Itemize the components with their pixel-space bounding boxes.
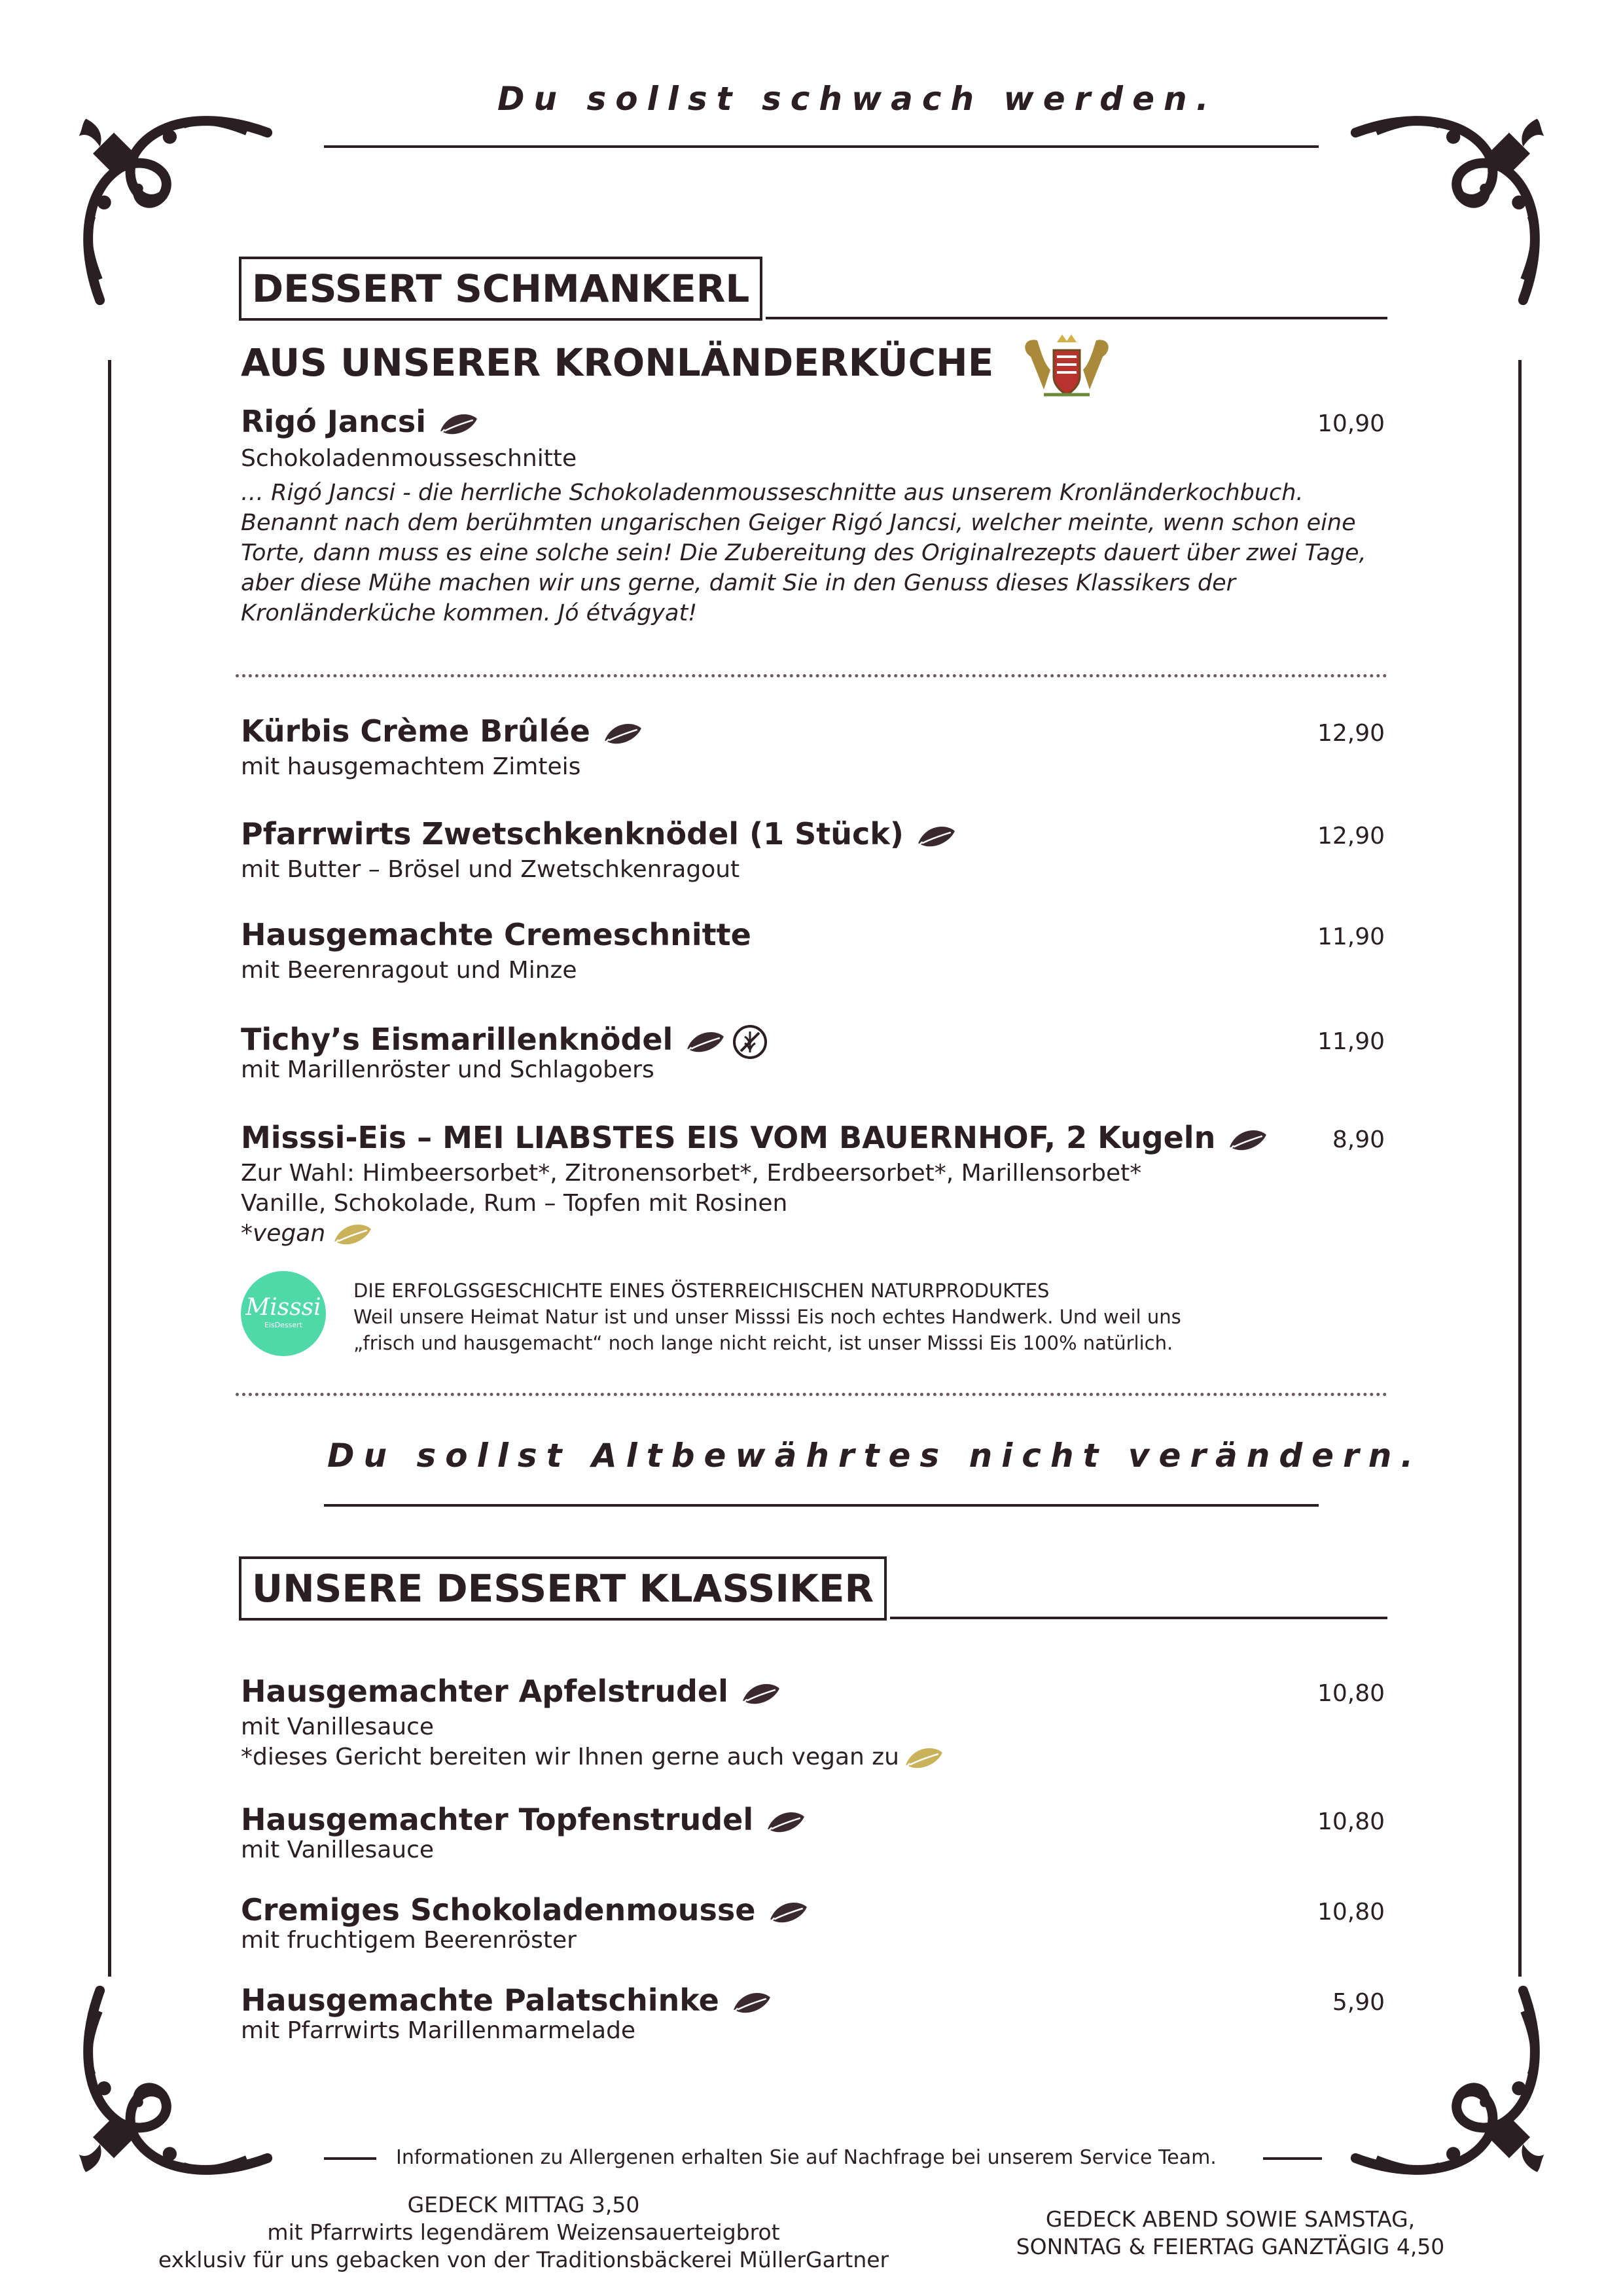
misssi-logo-text: Misssi xyxy=(245,1294,321,1321)
item-description: mit Butter – Brösel und Zwetschkenragout xyxy=(241,856,740,883)
vegan-note-text: *dieses Gericht bereiten wir Ihnen gerne auch vegan zu xyxy=(241,1744,899,1770)
motto-rule xyxy=(324,1504,1319,1507)
vegan-leaf-icon xyxy=(332,1221,372,1248)
item-name: Hausgemachter Apfelstrudel xyxy=(241,1674,728,1709)
menu-item xyxy=(241,710,1385,782)
item-description: mit Vanillesauce xyxy=(241,1837,435,1863)
item-name: Pfarrwirts Zwetschkenknödel (1 Stück) xyxy=(241,816,904,852)
misssi-line: „frisch und hausgemacht“ noch lange nicht reicht, ist unser Misssi Eis 100% natürlich. xyxy=(353,1332,1173,1354)
menu-item xyxy=(241,1799,1385,1865)
item-price: 10,80 xyxy=(1317,1808,1385,1835)
dotted-divider xyxy=(236,1393,1387,1396)
menu-item xyxy=(241,1979,1385,2046)
cover-charge-title: GEDECK MITTAG 3,50 xyxy=(407,2192,640,2217)
story-line: Torte, dann muss es eine solche sein! Die Zubereitung des Originalrezepts dauert über zwei Tage, xyxy=(241,540,1366,566)
item-price: 5,90 xyxy=(1332,1989,1385,2016)
leaf-icon xyxy=(602,720,643,747)
leaf-icon xyxy=(916,823,956,850)
left-border-line xyxy=(108,360,111,1977)
coat-of-arms-icon xyxy=(1018,331,1116,403)
item-price: 10,80 xyxy=(1317,1899,1385,1926)
leaf-icon xyxy=(438,410,478,438)
item-price: 11,90 xyxy=(1317,924,1385,950)
footer-rule-right xyxy=(1263,2157,1322,2160)
item-description: mit Vanillesauce xyxy=(241,1713,435,1740)
item-description: Schokoladenmousseschnitte xyxy=(241,445,577,472)
story-line: Kronländerküche kommen. Jó étvágyat! xyxy=(241,600,698,626)
menu-item xyxy=(241,813,1385,885)
cover-charge-line: SONNTAG & FEIERTAG GANZTÄGIG 4,50 xyxy=(1016,2234,1445,2259)
menu-item xyxy=(241,1018,1385,1085)
misssi-logo xyxy=(241,1271,326,1356)
section-title-klassiker: UNSERE DESSERT KLASSIKER xyxy=(239,1556,887,1621)
item-name: Hausgemachte Palatschinke xyxy=(241,1982,719,2018)
item-price: 8,90 xyxy=(1332,1126,1385,1153)
item-name: Rigó Jancsi xyxy=(241,404,427,439)
vegan-note-text: *vegan xyxy=(241,1220,326,1247)
allergen-note: Informationen zu Allergenen erhalten Sie auf Nachfrage bei unserem Service Team. xyxy=(396,2146,1217,2169)
misssi-headline: DIE ERFOLGSGESCHICHTE EINES ÖSTERREICHISCHEN NATURPRODUKTES xyxy=(353,1280,1050,1302)
ornament-corner-icon xyxy=(1342,105,1551,314)
leaf-icon xyxy=(685,1028,725,1056)
cover-charge-line: GEDECK ABEND SOWIE SAMSTAG, xyxy=(1045,2206,1416,2232)
cover-charge-evening xyxy=(969,2206,1492,2261)
item-name: Cremiges Schokoladenmousse xyxy=(241,1892,756,1928)
story-line: aber diese Mühe machen wir uns gerne, damit Sie in den Genuss dieses Klassikers der xyxy=(241,570,1236,596)
dotted-divider xyxy=(236,674,1387,677)
item-story xyxy=(241,478,1385,628)
misssi-line: Weil unsere Heimat Natur ist und unser Misssi Eis noch echtes Handwerk. Und weil uns xyxy=(353,1306,1181,1328)
header-motto: Du sollst schwach werden. xyxy=(497,80,1218,118)
item-description: mit fruchtigem Beerenröster xyxy=(241,1927,577,1954)
cover-charge-line: exklusiv für uns gebacken von der Traditionsbäckerei MüllerGartner xyxy=(158,2247,889,2272)
story-line: Benannt nach dem berühmten ungarischen Geiger Rigó Jancsi, welcher meinte, wenn schon eine xyxy=(241,510,1356,536)
section-title-schmankerl: DESSERT SCHMANKERL xyxy=(239,257,762,321)
leaf-icon xyxy=(731,1989,772,2017)
cover-charge-lunch xyxy=(118,2191,929,2274)
item-price: 10,90 xyxy=(1317,410,1385,437)
misssi-logo-subtext: EisDessert xyxy=(264,1321,303,1329)
menu-item xyxy=(241,914,1385,986)
item-price: 11,90 xyxy=(1317,1028,1385,1055)
item-description: Vanille, Schokolade, Rum – Topfen mit Rosinen xyxy=(241,1190,788,1217)
vegan-leaf-icon xyxy=(903,1744,944,1772)
item-name: Hausgemachte Cremeschnitte xyxy=(241,917,751,952)
item-description: mit hausgemachtem Zimteis xyxy=(241,753,581,780)
item-description: mit Pfarrwirts Marillenmarmelade xyxy=(241,2017,636,2044)
menu-item xyxy=(241,1117,1385,1249)
misssi-info xyxy=(353,1278,1181,1356)
menu-item xyxy=(241,1889,1385,1956)
gluten-free-icon xyxy=(732,1024,768,1060)
leaf-icon xyxy=(768,1899,808,1926)
menu-item-rigo-jancsi xyxy=(241,401,1385,628)
leaf-icon xyxy=(740,1680,781,1708)
story-line: … Rigó Jancsi - die herrliche Schokoladenmousseschnitte aus unserem Kronländerkochbuch. xyxy=(241,480,1304,506)
right-border-line xyxy=(1518,360,1522,1977)
item-price: 10,80 xyxy=(1317,1680,1385,1707)
item-price: 12,90 xyxy=(1317,720,1385,747)
vegan-note xyxy=(241,1219,1385,1249)
leaf-icon xyxy=(765,1808,806,1836)
vegan-note xyxy=(241,1742,1385,1772)
motto-2: Du sollst Altbewährtes nicht verändern. xyxy=(327,1437,1423,1475)
item-name: Tichy’s Eismarillenknödel xyxy=(241,1022,673,1057)
leaf-icon xyxy=(1227,1126,1268,1154)
section-rule xyxy=(890,1617,1387,1619)
item-description: mit Beerenragout und Minze xyxy=(241,957,577,984)
section-rule xyxy=(766,317,1387,319)
item-price: 12,90 xyxy=(1317,823,1385,850)
section-subtitle: AUS UNSERER KRONLÄNDERKÜCHE xyxy=(241,340,994,385)
item-name: Hausgemachter Topfenstrudel xyxy=(241,1802,754,1837)
item-name: Kürbis Crème Brûlée xyxy=(241,713,590,749)
item-description: Zur Wahl: Himbeersorbet*, Zitronensorbet*, Erdbeersorbet*, Marillensorbet* xyxy=(241,1160,1142,1187)
header-rule xyxy=(324,145,1319,148)
menu-item xyxy=(241,1670,1385,1772)
cover-charge-line: mit Pfarrwirts legendärem Weizensauerteigbrot xyxy=(267,2219,780,2245)
item-name: Misssi-Eis – MEI LIABSTES EIS VOM BAUERNHOF, 2 Kugeln xyxy=(241,1120,1216,1155)
item-description: mit Marillenröster und Schlagobers xyxy=(241,1056,654,1083)
footer-rule-left xyxy=(324,2157,376,2160)
